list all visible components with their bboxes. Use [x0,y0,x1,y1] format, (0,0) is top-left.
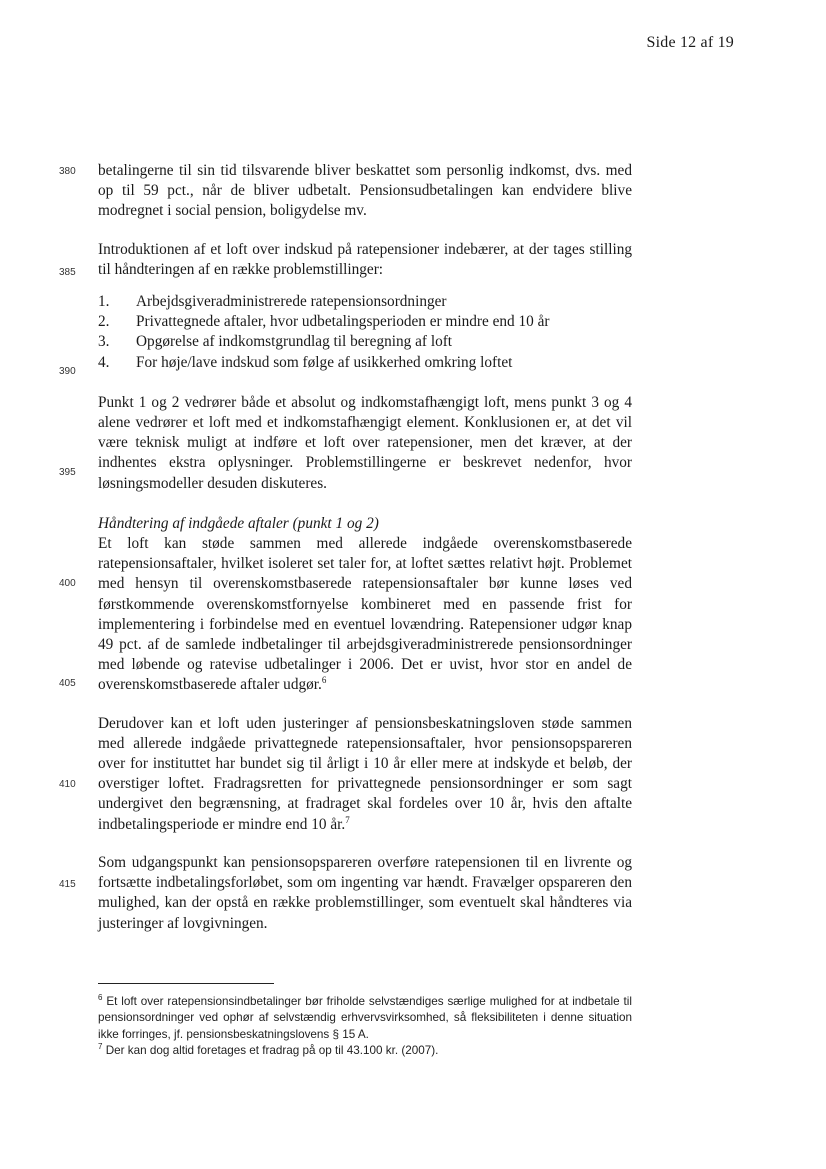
footnote-7: $^7$ Der kan dog altid foretages et fradrag på op til 43.100 kr. (2007). [98,1042,439,1058]
footnotes [98,994,632,1060]
paragraph-private-agreements: Derudover kan et loft uden justeringer af pensionsbeskatningsloven støde sammen med allerede indgåede privattegnede ratepensionsaftaler, hvor pensionsopspareren over for instituttet har bundet sig til årligt i 10 år eller mere at indskyde et beløb, der overstiger loftet. Fradragsretten for privattegnede pensionsordninger er som sagt undergivet den begrænsning, at fradraget skal fordeles over 10 år, hvis den aftalte indbetalingsperiode er mindre end 10 år.$^7$ [98,714,632,833]
list-item: 4. For høje/lave indskud som følge af usikkerhed omkring loftet [98,353,513,371]
footnote-ref-7[interactable]: 7 [345,814,350,825]
paragraph-collective-agreements: Et loft kan støde sammen med allerede indgåede overenskomstbaserede ratepensionsaftaler, hvilket isoleret set taler for, at loftet sættes relativt højt. Problemet med hensyn til overenskomstbaserede ratepensionsaftaler bør kunne løses ved førstkommende overenskomstfornyelse kombineret med en passende frist for implementering i forbindelse med en eventuel lovændring. Ratepensioner udgør knap 49 pct. af de samlede indbetalinger til arbejdsgiveradministrerede pensionsordninger med løbende og ratevise udbetalinger i 2006. Det er uvist, hvor stor en andel de overenskomstbaserede aftaler udgør.$^6$ [98,535,632,694]
line-number-385: 385 [59,267,76,278]
line-number-400: 400 [59,578,76,589]
footnote-ref-6[interactable]: 6 [321,675,327,686]
footnote-divider [98,983,274,984]
line-number-410: 410 [59,779,76,790]
paragraph-conclusion: Punkt 1 og 2 vedrører både et absolut og indkomstafhængigt loft, mens punkt 3 og 4 alene vedrører et loft med et indkomstafhængigt element. Konklusionen er, at det vil være teknisk muligt at indføre et loft over ratepensioner, men det kræver, at der indhentes ekstra oplysninger. Problemstillingerne er beskrevet nedenfor, hvor løsningsmodeller desuden diskuteres. [98,393,632,492]
paragraph-introduction: Introduktionen af et loft over indskud på ratepensioner indebærer, at der tages stilling til håndteringen af en række problemstillinger: [98,240,632,278]
line-number-380: 380 [59,166,76,177]
problem-list [98,292,632,373]
list-item: 2. Privattegnede aftaler, hvor udbetalingsperioden er mindre end 10 år [98,313,550,331]
list-item: 3. Opgørelse af indkomstgrundlag til beregning af loft [98,333,453,351]
page-number-header: Side 12 af 19 [646,34,734,51]
line-number-395: 395 [59,467,76,478]
footnote-6: $^6$ Et loft over ratepensionsindbetalinger bør friholde selvstændiges særlige mulighed for at indbetale til pensionsordninger ved ophør af selvstændig erhvervsvirksomhed, så fleksibiliteten i denne situation ikke forringes, jf. pensionsbeskatningslovens § 15 A. [98,993,632,1041]
paragraph-life-annuity: Som udgangspunkt kan pensionsopspareren overføre ratepensionen til en livrente og fortsætte indbetalingsforløbet, som om ingenting var hændt. Fravælger opspareren den mulighed, kan der opstå en række problemstillinger, som eventuelt skal håndteres via justeringer af lovgivningen. [98,853,632,932]
list-item: 1. Arbejdsgiveradministrerede ratepensionsordninger [98,293,447,311]
line-number-415: 415 [59,879,76,890]
paragraph-taxation: betalingerne til sin tid tilsvarende bliver beskattet som personlig indkomst, dvs. med op til 59 pct., når de bliver udbetalt. Pensionsudbetalingen kan endvidere blive modregnet i social pension, boligydelse mv. [98,162,632,220]
section-heading: Håndtering af indgåede aftaler (punkt 1 og 2) [98,514,379,532]
body-text [98,161,632,934]
line-number-390: 390 [59,366,76,377]
line-number-405: 405 [59,678,76,689]
